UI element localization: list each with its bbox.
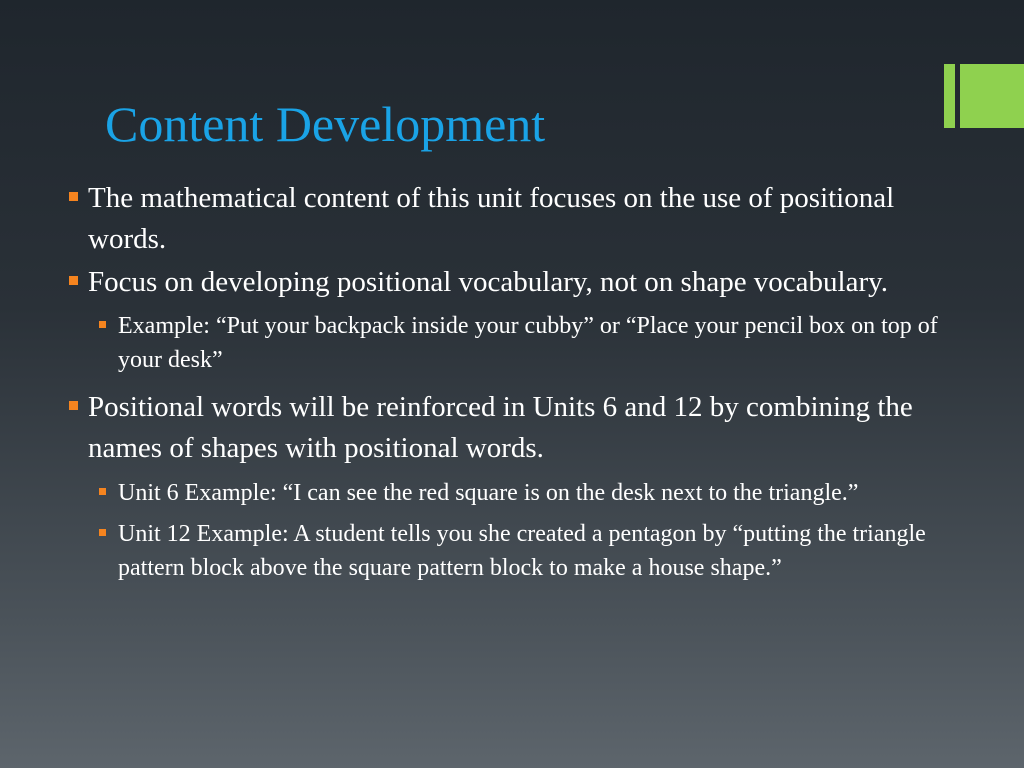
square-bullet-icon [69,192,78,201]
slide-body [68,178,968,585]
sub-bullet-2-1-text: Example: “Put your backpack inside your cubby” or “Place your pencil box on top of your desk” [118,313,938,373]
bullet-1 [68,178,968,260]
square-bullet-icon [99,321,106,328]
bullet-3 [68,387,968,469]
sub-bullet-3-1-text: Unit 6 Example: “I can see the red square is on the desk next to the triangle.” [118,480,859,506]
bullet-2-text: Focus on developing positional vocabulary, not on shape vocabulary. [88,266,889,298]
slide-title: Content Development [105,96,546,152]
bullet-2 [68,256,968,308]
square-bullet-icon [99,488,106,495]
square-bullet-icon [69,401,78,410]
bullet-1-text: The mathematical content of this unit focuses on the use of positional words. [88,182,895,255]
square-bullet-icon [99,529,106,536]
sub-bullet-3-2 [98,517,968,585]
accent-bar-thick [960,64,1024,128]
sub-bullet-3-1 [98,476,968,510]
accent-bar-thin [944,64,955,128]
bullet-3-text: Positional words will be reinforced in Units 6 and 12 by combining the names of shapes with positional words. [88,391,913,464]
sub-bullet-3-2-text: Unit 12 Example: A student tells you she created a pentagon by “putting the triangle pattern block above the square pattern block to make a house shape.” [118,521,926,581]
square-bullet-icon [69,276,78,285]
accent-bars [944,64,1024,128]
sub-bullet-2-1 [98,309,968,377]
